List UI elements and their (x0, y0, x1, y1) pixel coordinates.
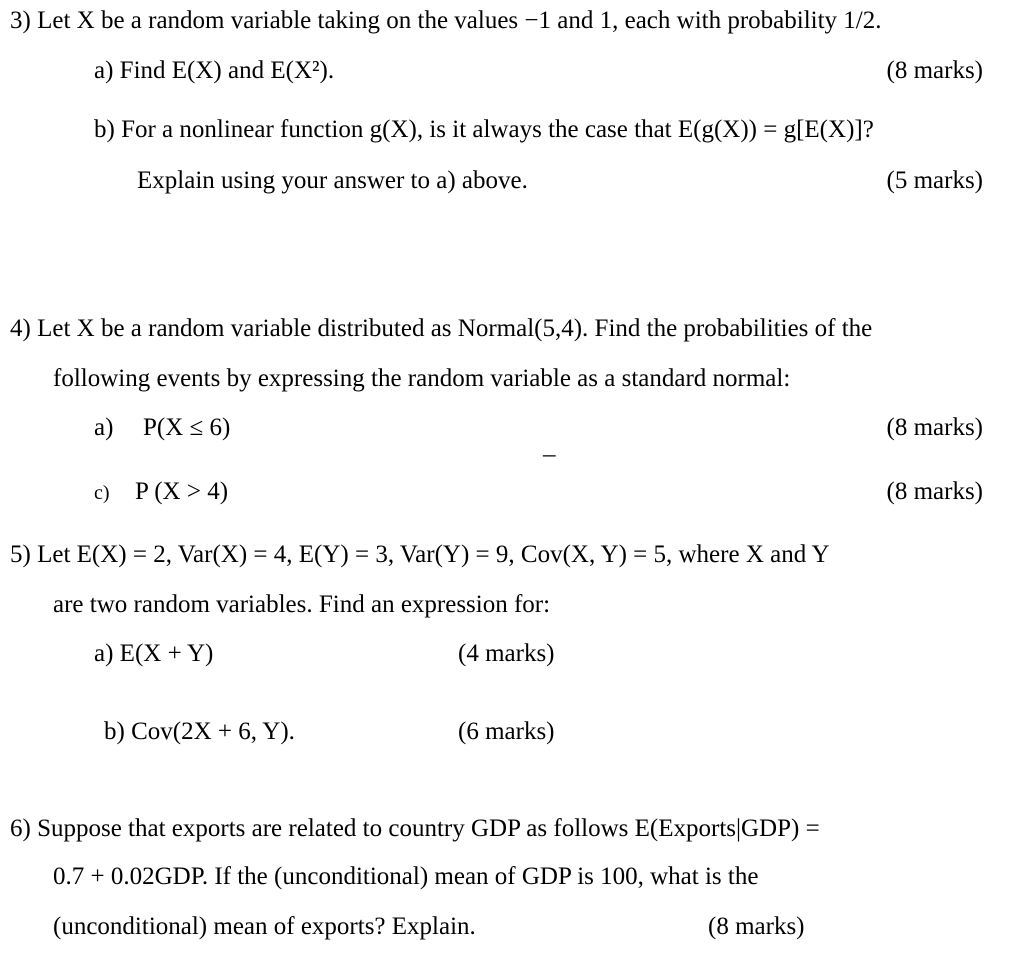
q4-part-c-marks: (8 marks) (886, 478, 983, 505)
q6-line3: (unconditional) mean of exports? Explain. (53, 913, 476, 940)
q5-part-b: b) Cov(2X + 6, Y). (104, 718, 295, 745)
q6-line1: 6) Suppose that exports are related to country GDP as follows E(Exports|GDP) = (10, 815, 820, 842)
q3-stem: 3) Let X be a random variable taking on the values −1 and 1, each with probability 1/2. (10, 7, 882, 34)
q4-part-c-expr: P (X > 4) (135, 478, 229, 505)
q4-part-a-marks: (8 marks) (886, 414, 983, 441)
q4-part-a-expr: P(X ≤ 6) (143, 414, 231, 441)
q3-part-a-marks: (8 marks) (886, 57, 983, 84)
q5-part-a: a) E(X + Y) (94, 640, 214, 667)
q4-part-a-label: a) (94, 414, 114, 441)
q3-part-b: b) For a nonlinear function g(X), is it always the case that E(g(X)) = g[E(X)]? (94, 116, 874, 143)
q6-marks: (8 marks) (708, 913, 805, 940)
q4-stem-line2: following events by expressing the random variable as a standard normal: (53, 365, 791, 392)
q5-part-b-marks: (6 marks) (458, 718, 555, 745)
q3-part-b-line2: Explain using your answer to a) above. (137, 167, 528, 194)
q4-part-c-label: c) (94, 482, 110, 504)
q4-stem-line1: 4) Let X be a random variable distributed as Normal(5,4). Find the probabilities of the (10, 315, 873, 342)
q5-stem-line2: are two random variables. Find an expression for: (53, 591, 551, 618)
q5-part-a-marks: (4 marks) (458, 640, 555, 667)
q3-part-b-marks: (5 marks) (886, 167, 983, 194)
q4-dash: – (543, 441, 556, 468)
q3-part-a: a) Find E(X) and E(X²). (94, 57, 335, 84)
q6-line2: 0.7 + 0.02GDP. If the (unconditional) mean of GDP is 100, what is the (53, 863, 759, 890)
q5-stem-line1: 5) Let E(X) = 2, Var(X) = 4, E(Y) = 3, Var(Y) = 9, Cov(X, Y) = 5, where X and Y (10, 541, 830, 568)
